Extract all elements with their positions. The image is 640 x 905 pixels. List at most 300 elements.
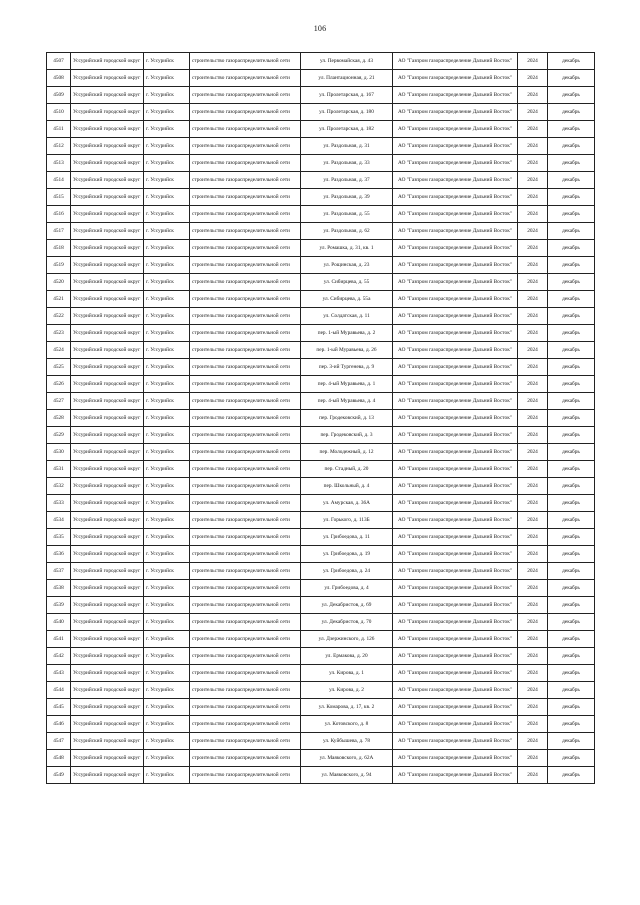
city-cell: г. Уссурийск [144,325,190,342]
city-cell: г. Уссурийск [144,342,190,359]
row-number: 4509 [47,87,71,104]
month-cell: декабрь [548,716,595,733]
district-cell: Уссурийский городской округ [71,291,144,308]
district-cell: Уссурийский городской округ [71,138,144,155]
address-cell: ул. Солдатская, д. 11 [301,308,393,325]
address-cell: пер. 1-ый Муравьева, д. 2 [301,325,393,342]
month-cell: декабрь [548,121,595,138]
row-number: 4523 [47,325,71,342]
table-row [47,206,595,223]
address-cell: ул. Раздольная, д. 31 [301,138,393,155]
row-number: 4526 [47,376,71,393]
year-cell: 2024 [518,257,548,274]
year-cell: 2024 [518,393,548,410]
work-type-cell: строительство газораспределительной сети [190,240,301,257]
work-type-cell: строительство газораспределительной сети [190,495,301,512]
city-cell: г. Уссурийск [144,614,190,631]
district-cell: Уссурийский городской округ [71,104,144,121]
organization-cell: АО "Газпром газораспределение Дальний Восток" [393,580,518,597]
year-cell: 2024 [518,376,548,393]
table-row [47,767,595,784]
city-cell: г. Уссурийск [144,529,190,546]
month-cell: декабрь [548,104,595,121]
organization-cell: АО "Газпром газораспределение Дальний Восток" [393,70,518,87]
address-cell: ул. Куйбышева, д. 78 [301,733,393,750]
work-type-cell: строительство газораспределительной сети [190,104,301,121]
district-cell: Уссурийский городской округ [71,240,144,257]
work-type-cell: строительство газораспределительной сети [190,546,301,563]
table-row [47,461,595,478]
year-cell: 2024 [518,189,548,206]
table-row [47,172,595,189]
month-cell: декабрь [548,393,595,410]
row-number: 4516 [47,206,71,223]
year-cell: 2024 [518,478,548,495]
row-number: 4525 [47,359,71,376]
organization-cell: АО "Газпром газораспределение Дальний Восток" [393,682,518,699]
city-cell: г. Уссурийск [144,274,190,291]
table-row [47,155,595,172]
organization-cell: АО "Газпром газораспределение Дальний Восток" [393,665,518,682]
district-cell: Уссурийский городской округ [71,206,144,223]
address-cell: ул. Ромашка, д. 31, кв. 1 [301,240,393,257]
address-cell: пер. Школьный, д. 4 [301,478,393,495]
table-row [47,665,595,682]
address-cell: ул. Грибоедова, д. 24 [301,563,393,580]
table-row [47,614,595,631]
month-cell: декабрь [548,240,595,257]
organization-cell: АО "Газпром газораспределение Дальний Восток" [393,291,518,308]
table-row [47,682,595,699]
address-cell: ул. Сибирцева, д. 55 [301,274,393,291]
work-type-cell: строительство газораспределительной сети [190,223,301,240]
address-cell: ул. Пролетарская, д. 180 [301,104,393,121]
organization-cell: АО "Газпром газораспределение Дальний Восток" [393,376,518,393]
month-cell: декабрь [548,291,595,308]
organization-cell: АО "Газпром газораспределение Дальний Восток" [393,699,518,716]
address-cell: ул. Кирова, д. 2 [301,682,393,699]
row-number: 4532 [47,478,71,495]
work-type-cell: строительство газораспределительной сети [190,359,301,376]
district-cell: Уссурийский городской округ [71,699,144,716]
row-number: 4515 [47,189,71,206]
row-number: 4514 [47,172,71,189]
city-cell: г. Уссурийск [144,495,190,512]
address-cell: ул. Грибоедова, д. 4 [301,580,393,597]
work-type-cell: строительство газораспределительной сети [190,716,301,733]
district-cell: Уссурийский городской округ [71,342,144,359]
row-number: 4547 [47,733,71,750]
city-cell: г. Уссурийск [144,597,190,614]
row-number: 4507 [47,53,71,70]
row-number: 4542 [47,648,71,665]
city-cell: г. Уссурийск [144,716,190,733]
work-type-cell: строительство газораспределительной сети [190,138,301,155]
work-type-cell: строительство газораспределительной сети [190,427,301,444]
month-cell: декабрь [548,155,595,172]
month-cell: декабрь [548,733,595,750]
district-cell: Уссурийский городской округ [71,648,144,665]
table-row [47,104,595,121]
month-cell: декабрь [548,376,595,393]
district-cell: Уссурийский городской округ [71,257,144,274]
city-cell: г. Уссурийск [144,444,190,461]
organization-cell: АО "Газпром газораспределение Дальний Восток" [393,121,518,138]
year-cell: 2024 [518,410,548,427]
month-cell: декабрь [548,410,595,427]
month-cell: декабрь [548,767,595,784]
address-cell: ул. Котовского, д. 8 [301,716,393,733]
month-cell: декабрь [548,359,595,376]
address-cell: пер. Стадный, д. 20 [301,461,393,478]
organization-cell: АО "Газпром газораспределение Дальний Восток" [393,257,518,274]
work-type-cell: строительство газораспределительной сети [190,393,301,410]
work-type-cell: строительство газораспределительной сети [190,342,301,359]
work-type-cell: строительство газораспределительной сети [190,53,301,70]
organization-cell: АО "Газпром газораспределение Дальний Восток" [393,104,518,121]
organization-cell: АО "Газпром газораспределение Дальний Восток" [393,189,518,206]
row-number: 4535 [47,529,71,546]
month-cell: декабрь [548,325,595,342]
month-cell: декабрь [548,495,595,512]
month-cell: декабрь [548,563,595,580]
year-cell: 2024 [518,580,548,597]
work-type-cell: строительство газораспределительной сети [190,767,301,784]
month-cell: декабрь [548,274,595,291]
city-cell: г. Уссурийск [144,699,190,716]
district-cell: Уссурийский городской округ [71,563,144,580]
city-cell: г. Уссурийск [144,206,190,223]
work-type-cell: строительство газораспределительной сети [190,189,301,206]
month-cell: декабрь [548,308,595,325]
year-cell: 2024 [518,121,548,138]
district-cell: Уссурийский городской округ [71,87,144,104]
city-cell: г. Уссурийск [144,563,190,580]
city-cell: г. Уссурийск [144,427,190,444]
table-row [47,189,595,206]
district-cell: Уссурийский городской округ [71,733,144,750]
organization-cell: АО "Газпром газораспределение Дальний Восток" [393,716,518,733]
address-cell: ул. Декабристов, д. 69 [301,597,393,614]
city-cell: г. Уссурийск [144,53,190,70]
city-cell: г. Уссурийск [144,461,190,478]
month-cell: декабрь [548,648,595,665]
work-type-cell: строительство газораспределительной сети [190,563,301,580]
address-cell: пер. 3-ий Тургенева, д. 9 [301,359,393,376]
address-cell: ул. Ермакова, д. 20 [301,648,393,665]
city-cell: г. Уссурийск [144,308,190,325]
address-cell: ул. Раздольная, д. 62 [301,223,393,240]
row-number: 4531 [47,461,71,478]
city-cell: г. Уссурийск [144,767,190,784]
district-cell: Уссурийский городской округ [71,529,144,546]
year-cell: 2024 [518,529,548,546]
row-number: 4537 [47,563,71,580]
month-cell: декабрь [548,342,595,359]
work-type-cell: строительство газораспределительной сети [190,444,301,461]
address-cell: ул. Маяковского, д. 94 [301,767,393,784]
table-row [47,631,595,648]
address-cell: пер. Молодежный, д. 12 [301,444,393,461]
address-cell: ул. Комарова, д. 17, кв. 2 [301,699,393,716]
year-cell: 2024 [518,274,548,291]
year-cell: 2024 [518,206,548,223]
district-cell: Уссурийский городской округ [71,546,144,563]
year-cell: 2024 [518,53,548,70]
organization-cell: АО "Газпром газораспределение Дальний Восток" [393,733,518,750]
city-cell: г. Уссурийск [144,410,190,427]
address-cell: ул. Сибирцева, д. 55а [301,291,393,308]
month-cell: декабрь [548,206,595,223]
year-cell: 2024 [518,597,548,614]
work-type-cell: строительство газораспределительной сети [190,478,301,495]
organization-cell: АО "Газпром газораспределение Дальний Восток" [393,614,518,631]
organization-cell: АО "Газпром газораспределение Дальний Восток" [393,750,518,767]
table-row [47,478,595,495]
year-cell: 2024 [518,563,548,580]
address-cell: пер. 1-ый Муравьева, д. 26 [301,342,393,359]
district-cell: Уссурийский городской округ [71,512,144,529]
year-cell: 2024 [518,155,548,172]
year-cell: 2024 [518,240,548,257]
year-cell: 2024 [518,631,548,648]
city-cell: г. Уссурийск [144,546,190,563]
month-cell: декабрь [548,478,595,495]
row-number: 4508 [47,70,71,87]
address-cell: пер. Гродековский, д. 3 [301,427,393,444]
city-cell: г. Уссурийск [144,376,190,393]
row-number: 4536 [47,546,71,563]
month-cell: декабрь [548,257,595,274]
month-cell: декабрь [548,427,595,444]
work-type-cell: строительство газораспределительной сети [190,70,301,87]
address-cell: пер. 4-ый Муравьева, д. 4 [301,393,393,410]
city-cell: г. Уссурийск [144,682,190,699]
table-row [47,342,595,359]
organization-cell: АО "Газпром газораспределение Дальний Восток" [393,546,518,563]
work-type-cell: строительство газораспределительной сети [190,325,301,342]
year-cell: 2024 [518,427,548,444]
work-type-cell: строительство газораспределительной сети [190,376,301,393]
district-cell: Уссурийский городской округ [71,121,144,138]
row-number: 4524 [47,342,71,359]
address-cell: ул. Плантационная, д. 21 [301,70,393,87]
row-number: 4521 [47,291,71,308]
table-row [47,70,595,87]
row-number: 4541 [47,631,71,648]
table-row [47,325,595,342]
city-cell: г. Уссурийск [144,223,190,240]
row-number: 4512 [47,138,71,155]
address-cell: пер. 4-ый Муравьева, д. 1 [301,376,393,393]
year-cell: 2024 [518,223,548,240]
year-cell: 2024 [518,444,548,461]
month-cell: декабрь [548,172,595,189]
address-cell: ул. Раздольная, д. 55 [301,206,393,223]
year-cell: 2024 [518,716,548,733]
district-cell: Уссурийский городской округ [71,376,144,393]
year-cell: 2024 [518,308,548,325]
year-cell: 2024 [518,512,548,529]
city-cell: г. Уссурийск [144,512,190,529]
work-type-cell: строительство газораспределительной сети [190,308,301,325]
district-cell: Уссурийский городской округ [71,274,144,291]
district-cell: Уссурийский городской округ [71,325,144,342]
month-cell: декабрь [548,682,595,699]
table-row [47,393,595,410]
city-cell: г. Уссурийск [144,70,190,87]
organization-cell: АО "Газпром газораспределение Дальний Восток" [393,359,518,376]
year-cell: 2024 [518,172,548,189]
organization-cell: АО "Газпром газораспределение Дальний Восток" [393,495,518,512]
row-number: 4510 [47,104,71,121]
address-cell: ул. Пролетарская, д. 167 [301,87,393,104]
district-cell: Уссурийский городской округ [71,716,144,733]
city-cell: г. Уссурийск [144,648,190,665]
table-row [47,563,595,580]
page-number: 106 [313,24,327,33]
address-cell: ул. Раздольная, д. 33 [301,155,393,172]
address-cell: ул. Кирова, д. 1 [301,665,393,682]
city-cell: г. Уссурийск [144,138,190,155]
organization-cell: АО "Газпром газораспределение Дальний Восток" [393,648,518,665]
year-cell: 2024 [518,495,548,512]
work-type-cell: строительство газораспределительной сети [190,461,301,478]
district-cell: Уссурийский городской округ [71,461,144,478]
table-row [47,750,595,767]
table-body [47,53,595,784]
table-row [47,546,595,563]
organization-cell: АО "Газпром газораспределение Дальний Восток" [393,155,518,172]
work-type-cell: строительство газораспределительной сети [190,529,301,546]
address-cell: ул. Горького, д. 113Б [301,512,393,529]
organization-cell: АО "Газпром газораспределение Дальний Восток" [393,393,518,410]
city-cell: г. Уссурийск [144,189,190,206]
organization-cell: АО "Газпром газораспределение Дальний Восток" [393,223,518,240]
month-cell: декабрь [548,699,595,716]
work-type-cell: строительство газораспределительной сети [190,682,301,699]
month-cell: декабрь [548,750,595,767]
organization-cell: АО "Газпром газораспределение Дальний Восток" [393,308,518,325]
organization-cell: АО "Газпром газораспределение Дальний Восток" [393,512,518,529]
month-cell: декабрь [548,597,595,614]
month-cell: декабрь [548,529,595,546]
row-number: 4548 [47,750,71,767]
district-cell: Уссурийский городской округ [71,665,144,682]
table-row [47,410,595,427]
city-cell: г. Уссурийск [144,631,190,648]
table-row [47,495,595,512]
organization-cell: АО "Газпром газораспределение Дальний Восток" [393,274,518,291]
work-type-cell: строительство газораспределительной сети [190,733,301,750]
year-cell: 2024 [518,138,548,155]
table-row [47,223,595,240]
year-cell: 2024 [518,614,548,631]
year-cell: 2024 [518,546,548,563]
district-cell: Уссурийский городской округ [71,308,144,325]
organization-cell: АО "Газпром газораспределение Дальний Восток" [393,529,518,546]
table-row [47,427,595,444]
address-cell: ул. Первомайская, д. 43 [301,53,393,70]
work-type-cell: строительство газораспределительной сети [190,699,301,716]
organization-cell: АО "Газпром газораспределение Дальний Восток" [393,206,518,223]
district-cell: Уссурийский городской округ [71,53,144,70]
organization-cell: АО "Газпром газораспределение Дальний Восток" [393,427,518,444]
district-cell: Уссурийский городской округ [71,767,144,784]
organization-cell: АО "Газпром газораспределение Дальний Восток" [393,478,518,495]
row-number: 4520 [47,274,71,291]
year-cell: 2024 [518,291,548,308]
district-cell: Уссурийский городской округ [71,750,144,767]
address-cell: ул. Раздольная, д. 39 [301,189,393,206]
year-cell: 2024 [518,699,548,716]
table-row [47,308,595,325]
row-number: 4530 [47,444,71,461]
organization-cell: АО "Газпром газораспределение Дальний Восток" [393,597,518,614]
work-type-cell: строительство газораспределительной сети [190,665,301,682]
district-cell: Уссурийский городской округ [71,70,144,87]
year-cell: 2024 [518,342,548,359]
month-cell: декабрь [548,614,595,631]
city-cell: г. Уссурийск [144,172,190,189]
work-type-cell: строительство газораспределительной сети [190,291,301,308]
table-row [47,512,595,529]
work-type-cell: строительство газораспределительной сети [190,172,301,189]
organization-cell: АО "Газпром газораспределение Дальний Восток" [393,444,518,461]
city-cell: г. Уссурийск [144,291,190,308]
work-type-cell: строительство газораспределительной сети [190,155,301,172]
city-cell: г. Уссурийск [144,665,190,682]
row-number: 4549 [47,767,71,784]
row-number: 4511 [47,121,71,138]
table-row [47,444,595,461]
work-type-cell: строительство газораспределительной сети [190,750,301,767]
district-cell: Уссурийский городской округ [71,393,144,410]
year-cell: 2024 [518,104,548,121]
address-cell: ул. Дзержинского, д. 126 [301,631,393,648]
work-type-cell: строительство газораспределительной сети [190,597,301,614]
district-cell: Уссурийский городской округ [71,478,144,495]
month-cell: декабрь [548,87,595,104]
year-cell: 2024 [518,359,548,376]
table-row [47,53,595,70]
table-row [47,699,595,716]
row-number: 4517 [47,223,71,240]
table-row [47,274,595,291]
address-cell: ул. Грибоедова, д. 19 [301,546,393,563]
address-cell: ул. Грибоедова, д. 11 [301,529,393,546]
organization-cell: АО "Газпром газораспределение Дальний Восток" [393,410,518,427]
month-cell: декабрь [548,223,595,240]
city-cell: г. Уссурийск [144,257,190,274]
year-cell: 2024 [518,461,548,478]
district-cell: Уссурийский городской округ [71,410,144,427]
row-number: 4546 [47,716,71,733]
city-cell: г. Уссурийск [144,155,190,172]
row-number: 4528 [47,410,71,427]
work-type-cell: строительство газораспределительной сети [190,87,301,104]
row-number: 4518 [47,240,71,257]
district-cell: Уссурийский городской округ [71,682,144,699]
month-cell: декабрь [548,70,595,87]
organization-cell: АО "Газпром газораспределение Дальний Восток" [393,172,518,189]
address-cell: пер. Гродековский, д. 13 [301,410,393,427]
city-cell: г. Уссурийск [144,393,190,410]
address-cell: ул. Рощинская, д. 23 [301,257,393,274]
month-cell: декабрь [548,444,595,461]
city-cell: г. Уссурийск [144,750,190,767]
city-cell: г. Уссурийск [144,87,190,104]
